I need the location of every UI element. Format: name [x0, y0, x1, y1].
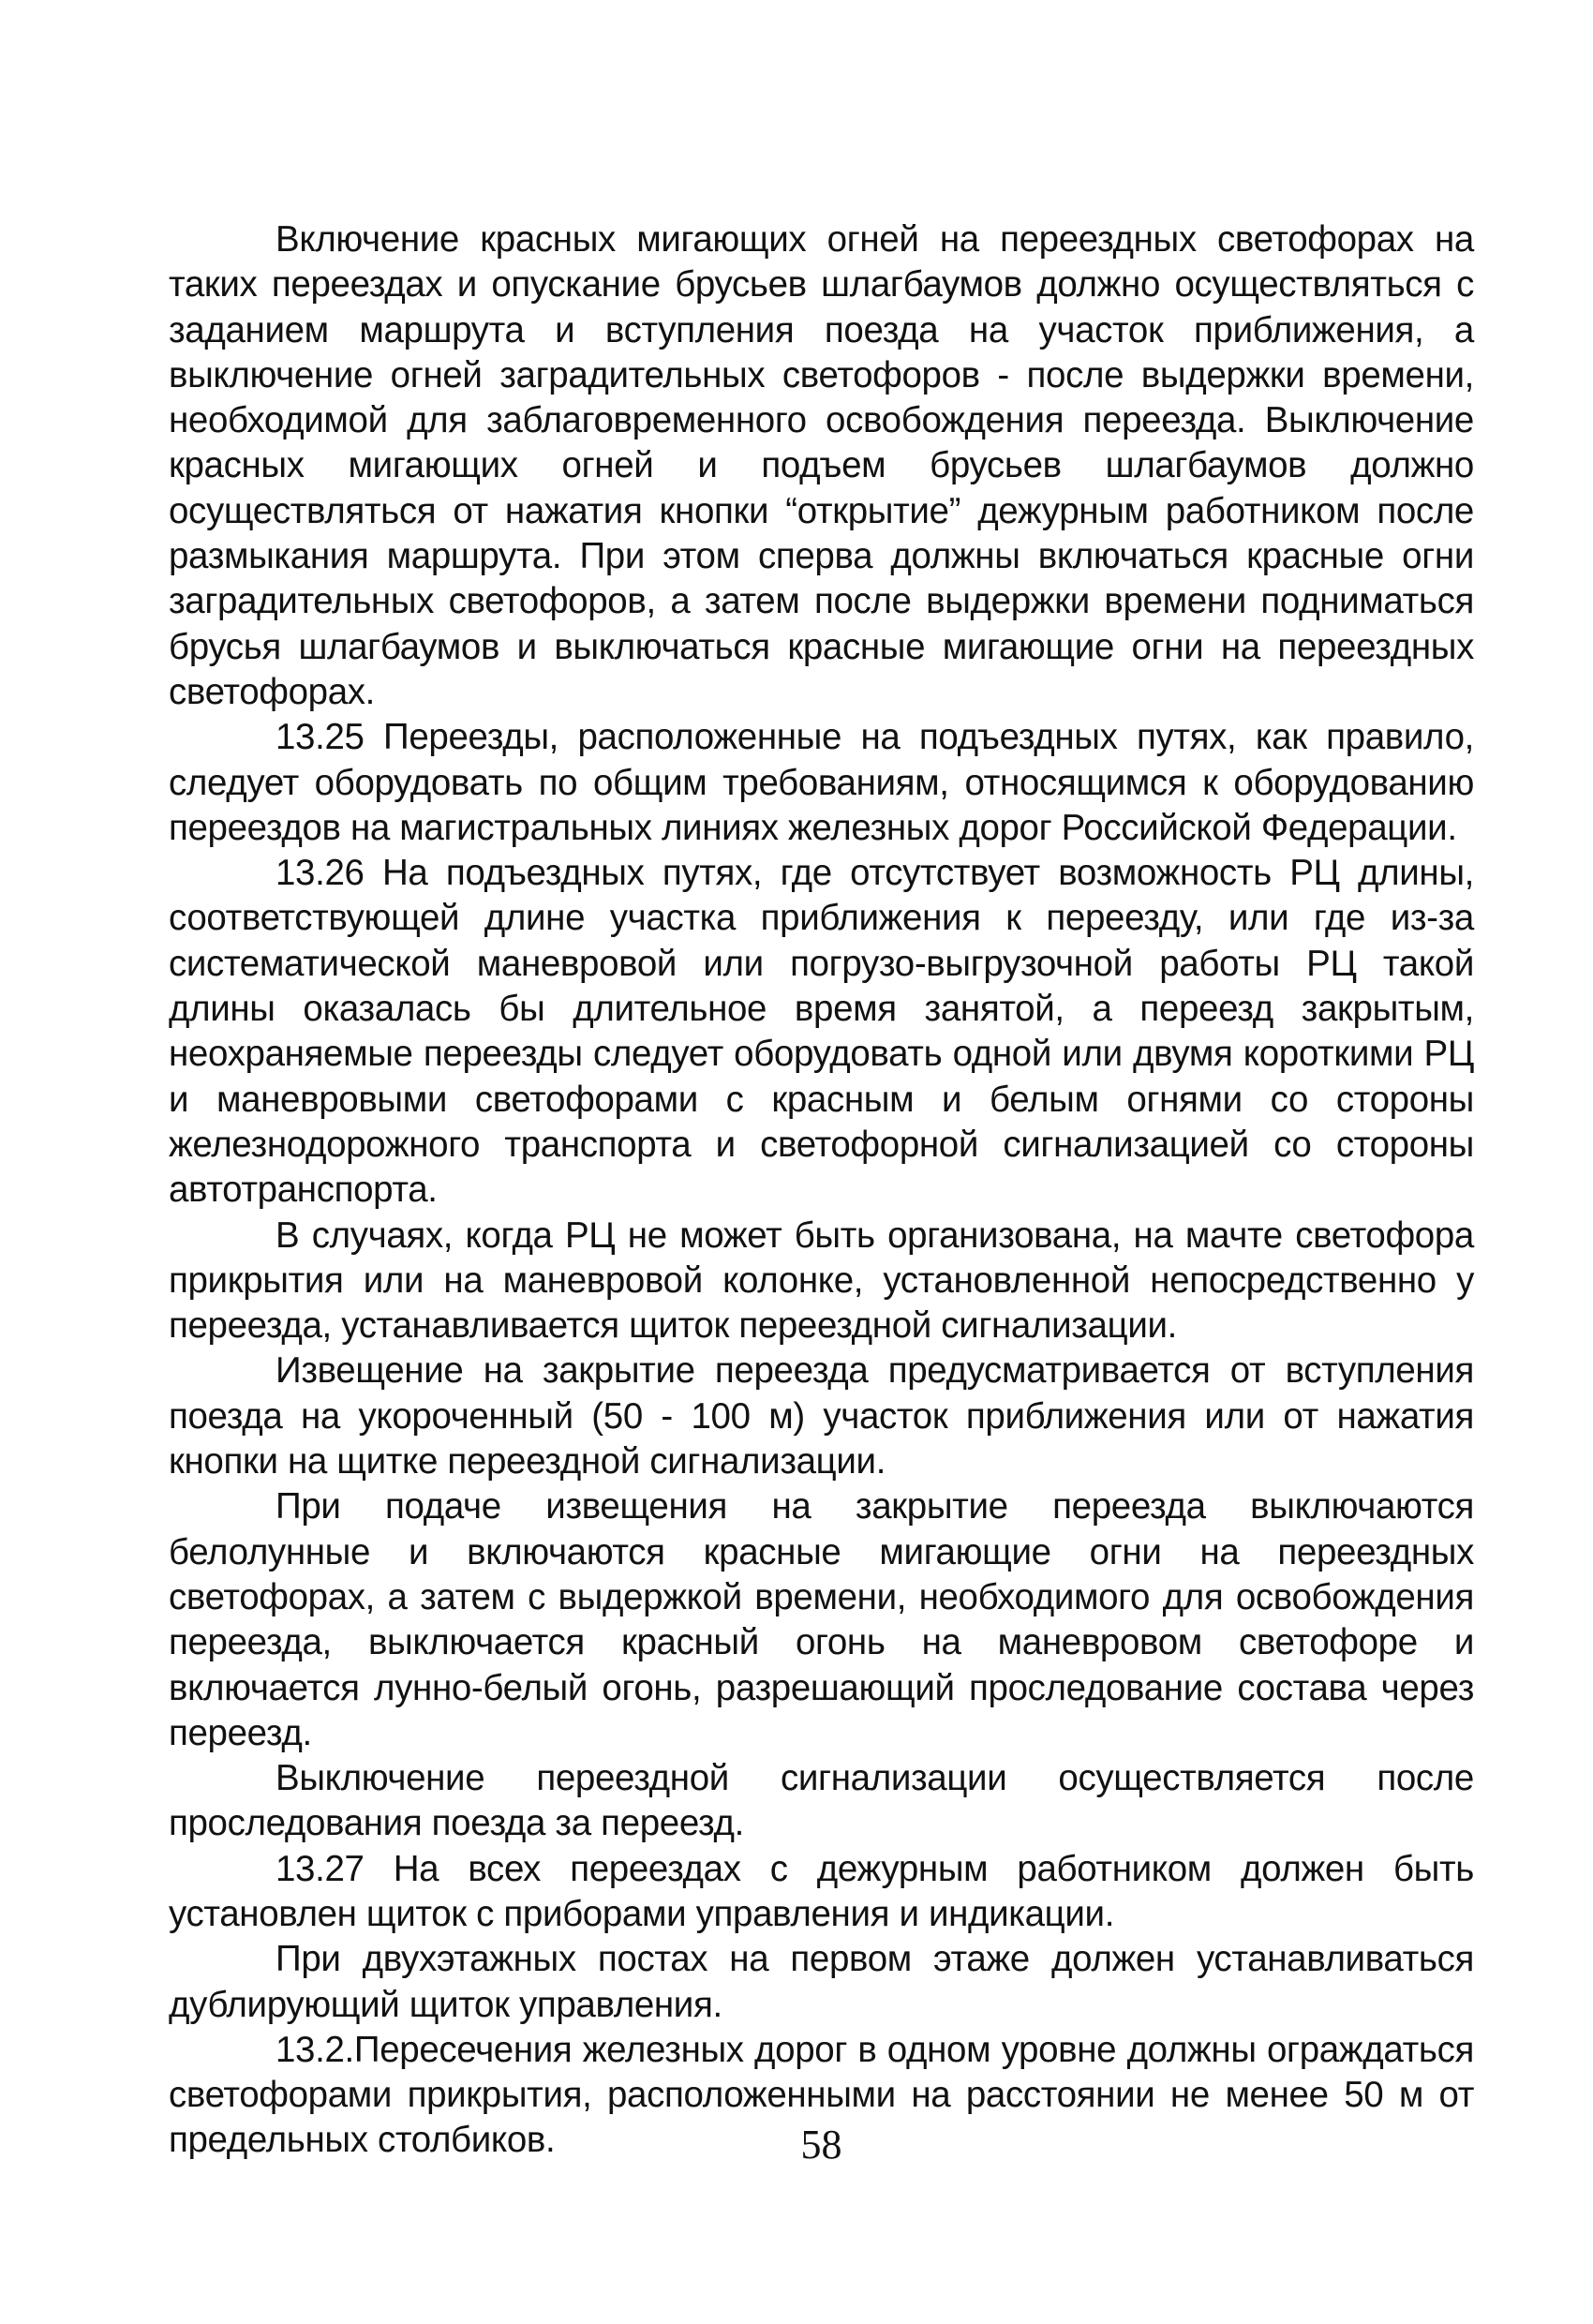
paragraph-13-27: 13.27 На всех переездах с дежурным работником должен быть установлен щиток с приборами управления и индикации.	[169, 1848, 1474, 1934]
paragraph-signal-off: Выключение переездной сигнализации осуществляется после проследования поезда за переезд.	[169, 1758, 1474, 1844]
paragraph-notice-lights: При подаче извещения на закрытие переезда выключаются белолунные и включаются красные мигающие огни на переездных светофорах, а затем с выдержкой времени, необходимого для освобождения переезда, выключается красный огонь на маневровом светофоре и включается лунно-белый огонь, разрешающий проследование состава через переезд.	[169, 1486, 1474, 1753]
paragraph-13-2: 13.2.Пересечения железных дорог в одном уровне должны ограждаться светофорами прикрытия, расположенными на расстоянии не менее 50 м от предельных столбиков.	[169, 2029, 1474, 2161]
paragraph-crossing-signals: Включение красных мигающих огней на переездных светофорах на таких переездах и опускание брусьев шлагбаумов должно осуществляться с заданием маршрута и вступления поезда на участок приближения, а выключение огней заградительных светофоров - после выдержки времени, необходимой для заблаговременного освобождения переезда. Выключение красных мигающих огней и подъем брусьев шлагбаумов должно осуществляться от нажатия кнопки “открытие” дежурным работником после размыкания маршрута. При этом сперва должны включаться красные огни заградительных светофоров, а затем после выдержки времени подниматься брусья шлагбаумов и выключаться красные мигающие огни на переездных светофорах.	[169, 219, 1474, 712]
paragraph-duplicate-panel: При двухэтажных постах на первом этаже должен устанавливаться дублирующий щиток управления.	[169, 1939, 1474, 2025]
paragraph-closure-notice: Извещение на закрытие переезда предусматривается от вступления поезда на укороченный (50 - 100 м) участок приближения или от нажатия кнопки на щитке переездной сигнализации.	[169, 1350, 1474, 1482]
body-text	[169, 217, 1474, 2164]
paragraph-13-25: 13.25 Переезды, расположенные на подъездных путях, как правило, следует оборудовать по общим требованиям, относящимся к оборудованию переездов на магистральных линиях железных дорог Российской Федерации.	[169, 717, 1474, 848]
page-number: 58	[800, 2122, 842, 2168]
paragraph-signal-panel: В случаях, когда РЦ не может быть организована, на мачте светофора прикрытия или на маневровой колонке, установленной непосредственно у переезда, устанавливается щиток переездной сигнализации.	[169, 1214, 1474, 1347]
document-page	[169, 217, 1474, 2279]
paragraph-13-26: 13.26 На подъездных путях, где отсутствует возможность РЦ длины, соответствующей длине участка приближения к переезду, или где из-за систематической маневровой или погрузо-выгрузочной работы РЦ такой длины оказалась бы длительное время занятой, а переезд закрытым, неохраняемые переезды следует оборудовать одной или двумя короткими РЦ и маневровыми светофорами с красным и белым огнями со стороны железнодорожного транспорта и светофорной сигнализацией со стороны автотранспорта.	[169, 853, 1474, 1211]
